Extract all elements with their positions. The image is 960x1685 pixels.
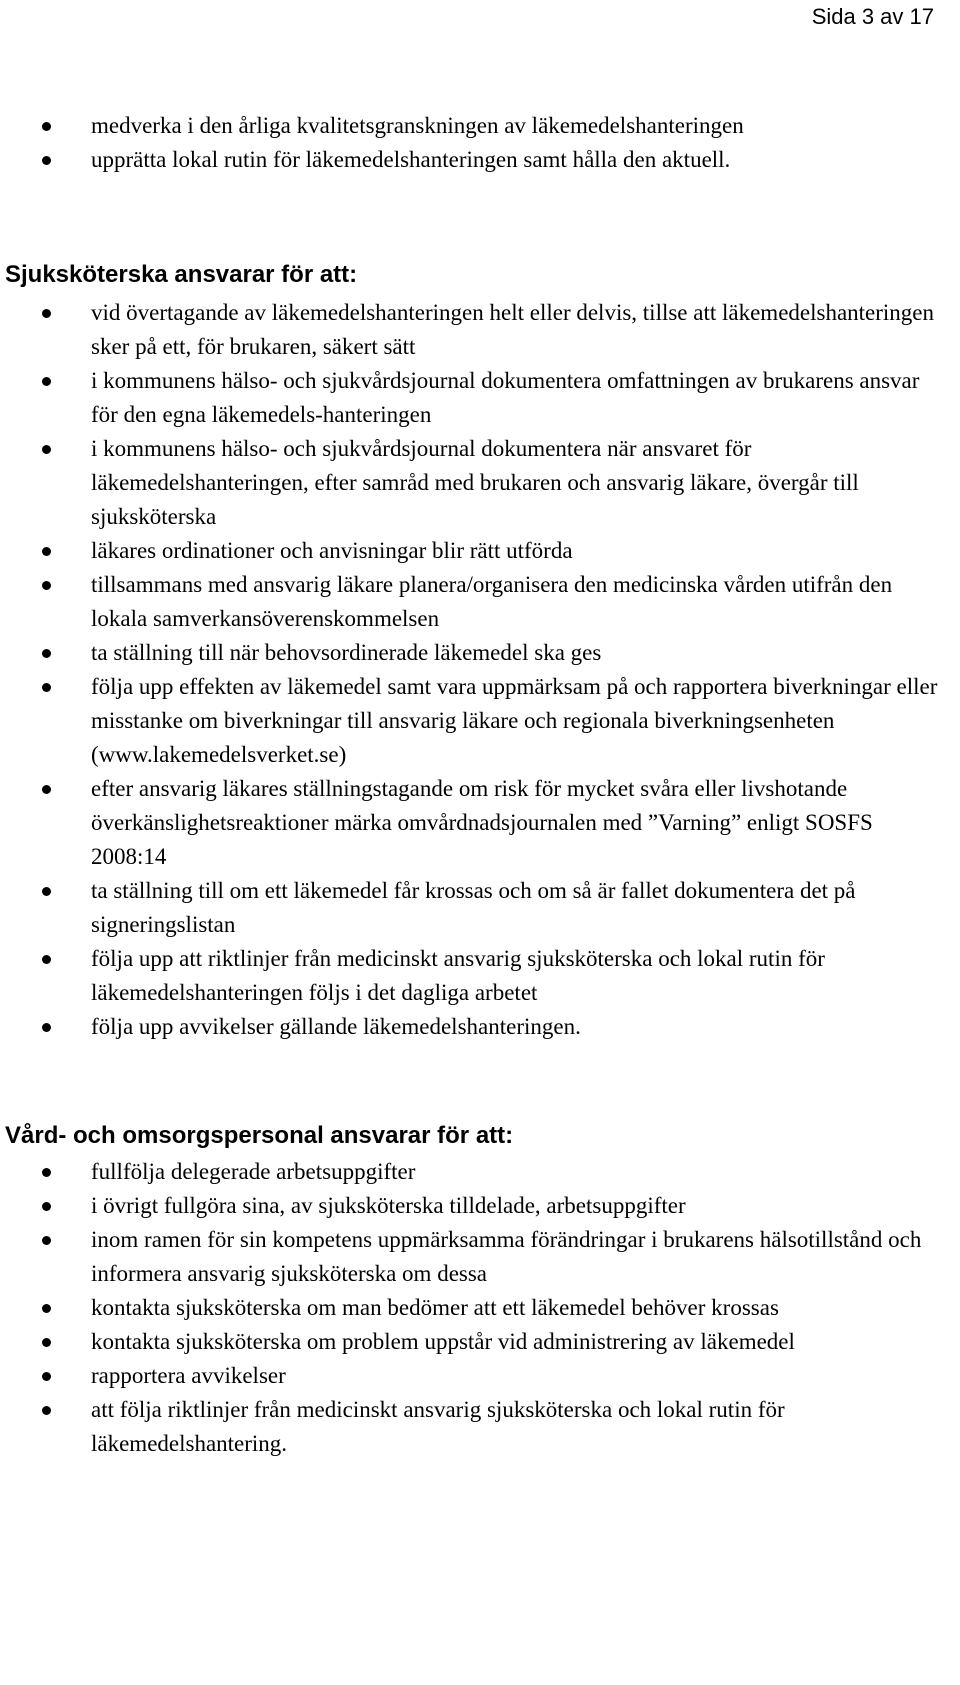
list-item: [0, 1010, 960, 1044]
list-item-text: efter ansvarig läkares ställningstagande om risk för mycket svåra eller livshotande överkänslighetsreaktioner märka omvårdnadsjournalen med ”Varning” enligt SOSFS 2008:14: [91, 776, 873, 869]
bullet-icon: [42, 122, 51, 131]
list-item: [0, 1155, 960, 1189]
list-item-text: inom ramen för sin kompetens uppmärksamma förändringar i brukarens hälsotillstånd och informera ansvarig sjuksköterska om dessa: [91, 1227, 922, 1286]
list-item: [0, 1189, 960, 1223]
nurse-responsibilities-list: [0, 296, 960, 1044]
list-item: [0, 636, 960, 670]
list-item-text: fullfölja delegerade arbetsuppgifter: [91, 1159, 416, 1184]
list-item: [0, 143, 960, 177]
list-item-text: följa upp effekten av läkemedel samt vara uppmärksam på och rapportera biverkningar eller misstanke om biverkningar till ansvarig läkare och regionala biverkningsenheten (www.lakemedelsverket.se): [91, 674, 938, 767]
list-item: [0, 1291, 960, 1325]
list-item-text: läkares ordinationer och anvisningar blir rätt utförda: [91, 538, 573, 563]
bullet-icon: [42, 1023, 51, 1032]
list-item: [0, 364, 960, 432]
bullet-icon: [42, 649, 51, 658]
list-item-text: följa upp att riktlinjer från medicinskt ansvarig sjuksköterska och lokal rutin för läkemedelshanteringen följs i det dagliga arbetet: [91, 946, 825, 1005]
list-item-text: i övrigt fullgöra sina, av sjuksköterska tilldelade, arbetsuppgifter: [91, 1193, 686, 1218]
section-heading-care-staff: Vård- och omsorgspersonal ansvarar för att:: [5, 1122, 514, 1149]
bullet-icon: [42, 1338, 51, 1347]
bullet-icon: [42, 955, 51, 964]
list-item: [0, 874, 960, 942]
list-item-text: vid övertagande av läkemedelshanteringen helt eller delvis, tillse att läkemedelshanteringen sker på ett, för brukaren, säkert sätt: [91, 300, 935, 359]
bullet-icon: [42, 1168, 51, 1177]
list-item: [0, 1223, 960, 1291]
page-number: Sida 3 av 17: [811, 4, 934, 29]
bullet-icon: [42, 1236, 51, 1245]
list-item: [0, 432, 960, 534]
bullet-icon: [42, 785, 51, 794]
list-item-text: upprätta lokal rutin för läkemedelshanteringen samt hålla den aktuell.: [91, 147, 731, 172]
bullet-icon: [42, 887, 51, 896]
bullet-icon: [42, 1202, 51, 1211]
list-item-text: i kommunens hälso- och sjukvårdsjournal dokumentera omfattningen av brukarens ansvar för den egna läkemedels-hanteringen: [91, 368, 920, 427]
list-item-text: följa upp avvikelser gällande läkemedelshanteringen.: [91, 1014, 581, 1039]
list-item-text: rapportera avvikelser: [91, 1363, 286, 1388]
bullet-icon: [42, 683, 51, 692]
list-item: [0, 109, 960, 143]
care-staff-responsibilities-list: [0, 1155, 960, 1461]
list-item-text: ta ställning till om ett läkemedel får krossas och om så är fallet dokumentera det på signeringslistan: [91, 878, 856, 937]
intro-list: [0, 109, 960, 177]
list-item-text: ta ställning till när behovsordinerade läkemedel ska ges: [91, 640, 602, 665]
list-item: [0, 568, 960, 636]
list-item-text: kontakta sjuksköterska om man bedömer att ett läkemedel behöver krossas: [91, 1295, 779, 1320]
bullet-icon: [42, 1372, 51, 1381]
bullet-icon: [42, 377, 51, 386]
bullet-icon: [42, 1304, 51, 1313]
list-item-text: tillsammans med ansvarig läkare planera/organisera den medicinska vården utifrån den lokala samverkansöverenskommelsen: [91, 572, 893, 631]
list-item: [0, 1393, 960, 1461]
bullet-icon: [42, 547, 51, 556]
bullet-icon: [42, 156, 51, 165]
bullet-icon: [42, 309, 51, 318]
bullet-icon: [42, 445, 51, 454]
list-item-text: medverka i den årliga kvalitetsgranskningen av läkemedelshanteringen: [91, 113, 744, 138]
list-item-text: kontakta sjuksköterska om problem uppstår vid administrering av läkemedel: [91, 1329, 795, 1354]
list-item: [0, 1359, 960, 1393]
list-item: [0, 772, 960, 874]
bullet-icon: [42, 581, 51, 590]
list-item-text: i kommunens hälso- och sjukvårdsjournal dokumentera när ansvaret för läkemedelshanteringen, efter samråd med brukaren och ansvarig läkare, övergår till sjuksköterska: [91, 436, 859, 529]
list-item: [0, 1325, 960, 1359]
list-item: [0, 296, 960, 364]
list-item: [0, 534, 960, 568]
list-item: [0, 670, 960, 772]
section-heading-nurse: Sjuksköterska ansvarar för att:: [5, 261, 358, 288]
bullet-icon: [42, 1406, 51, 1415]
list-item: [0, 942, 960, 1010]
list-item-text: att följa riktlinjer från medicinskt ansvarig sjuksköterska och lokal rutin för läkemedelshantering.: [91, 1397, 785, 1456]
